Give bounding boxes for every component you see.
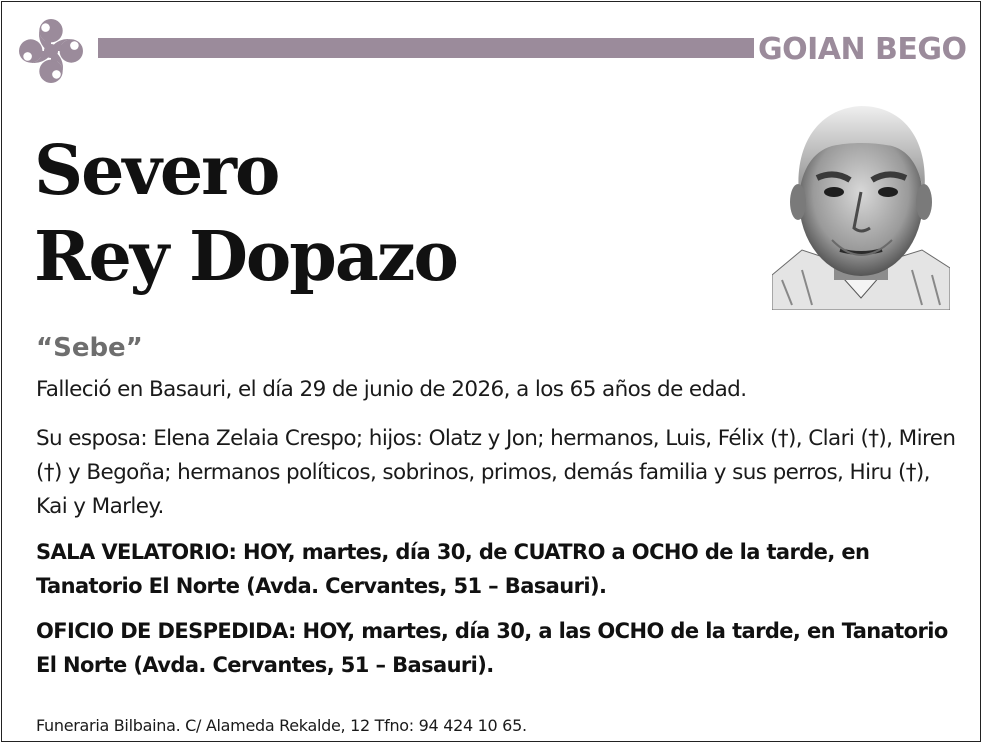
deceased-first-name: Severo bbox=[34, 131, 279, 211]
death-notice: Falleció en Basauri, el día 29 de junio de 2026, a los 65 años de edad. bbox=[36, 377, 747, 402]
lauburu-icon bbox=[12, 12, 90, 90]
wake-details: SALA VELATORIO: HOY, martes, día 30, de CUATRO a OCHO de la tarde, en Tanatorio El Norte (Avda. Cervantes, 51 – Basauri). bbox=[36, 540, 870, 598]
portrait-photo bbox=[772, 100, 950, 310]
farewell-service-details: OFICIO DE DESPEDIDA: HOY, martes, día 30, a las OCHO de la tarde, en Tanatorio El Norte (Avda. Cervantes, 51 – Basauri). bbox=[36, 619, 948, 677]
deceased-surname: Rey Dopazo bbox=[34, 217, 457, 297]
deceased-name bbox=[34, 128, 457, 300]
header-label: GOIAN BEGO bbox=[758, 32, 967, 67]
family-members: Su esposa: Elena Zelaia Crespo; hijos: Olatz y Jon; hermanos, Luis, Félix (†), Clari (†), Miren (†) y Begoña; hermanos políticos, sobrinos, primos, demás familia y sus perros, Hiru (†), Kai y Marley. bbox=[36, 426, 956, 519]
deceased-nickname: “Sebe” bbox=[36, 333, 143, 363]
header-bar bbox=[98, 38, 754, 58]
funeral-home-footer: Funeraria Bilbaina. C/ Alameda Rekalde, 12 Tfno: 94 424 10 65. bbox=[36, 716, 527, 735]
